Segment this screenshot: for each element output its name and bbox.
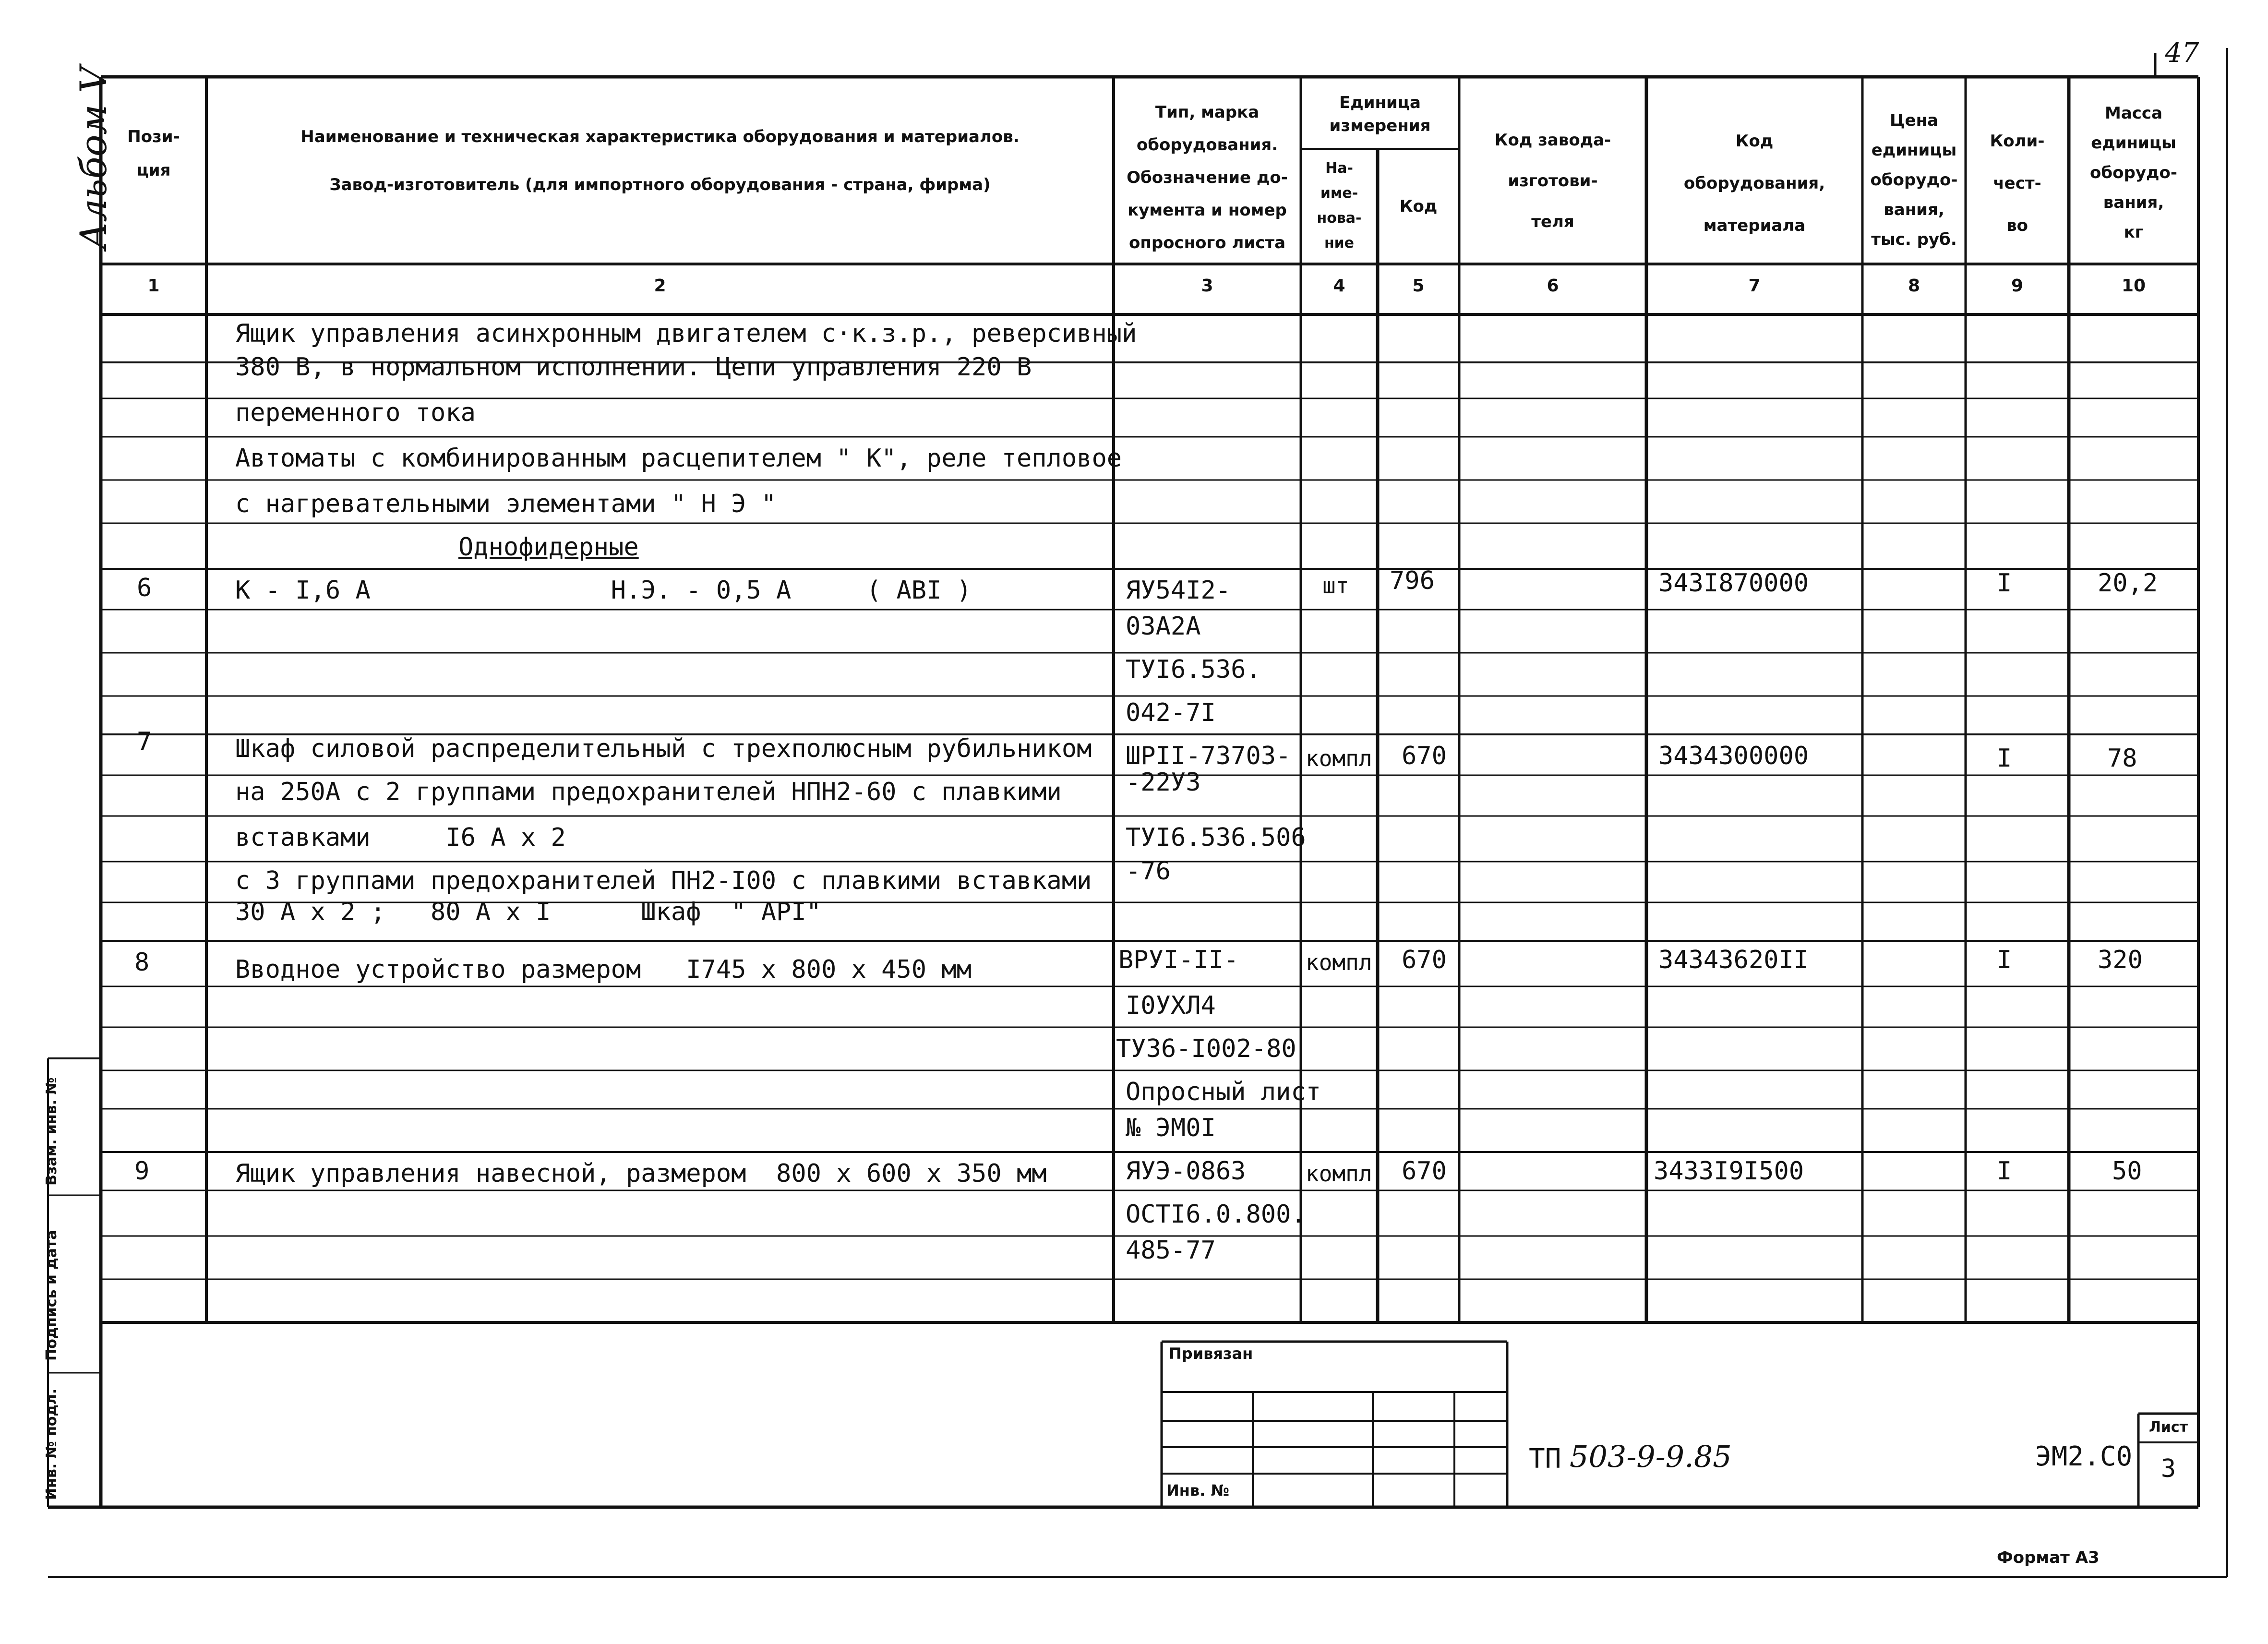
side-label-vzam: Взам. инв. № bbox=[43, 1077, 60, 1186]
format-label: Формат А3 bbox=[1997, 1548, 2100, 1567]
type-mark: I0УХЛ4 bbox=[1126, 991, 1216, 1020]
sheet-number: 3 bbox=[2160, 1454, 2176, 1483]
item-name: Вводное устройство размером I745 х 800 х 450 мм bbox=[235, 955, 972, 984]
item-name: Ящик управления навесной, размером 800 х 600 х 350 мм bbox=[235, 1159, 1047, 1188]
unit-code: 670 bbox=[1402, 1157, 1447, 1186]
header-unit-price: Цена единицы оборудо- вания, тыс. руб. bbox=[1870, 111, 1958, 249]
header-quantity: Коли- чест- во bbox=[1990, 132, 2045, 235]
side-label-inv-podl: Инв. № подл. bbox=[43, 1388, 60, 1500]
type-mark: ТУ36-I002-80 bbox=[1116, 1034, 1296, 1063]
side-label-podpis: Подпись и дата bbox=[43, 1230, 60, 1361]
quantity: I bbox=[1997, 744, 2012, 773]
col-number: 9 bbox=[2011, 276, 2024, 296]
item-name: К - I,6 А Н.Э. - 0,5 А ( АВI ) bbox=[235, 576, 972, 605]
type-mark: ЯУ54I2- bbox=[1126, 576, 1231, 605]
item-name: с 3 группами предохранителей ПН2-I00 с плавкими вставками bbox=[235, 866, 1092, 895]
header-position: Пози- ция bbox=[127, 127, 180, 180]
unit-name: компл bbox=[1306, 1161, 1372, 1187]
type-mark: -22УЗ bbox=[1126, 768, 1201, 797]
unit-name: компл bbox=[1306, 745, 1372, 771]
mass: 20,2 bbox=[2098, 569, 2158, 598]
col-number: 10 bbox=[2121, 276, 2146, 296]
item-name: вставками I6 А х 2 bbox=[235, 823, 566, 852]
equipment-code: 3433I9I500 bbox=[1654, 1157, 1804, 1186]
mass: 320 bbox=[2098, 946, 2143, 974]
quantity: I bbox=[1997, 1157, 2012, 1186]
item-name: с нагревательными элементами " Н Э " bbox=[235, 490, 777, 518]
header-name-line2: Завод-изготовитель (для импортного оборудования - страна, фирма) bbox=[329, 175, 991, 194]
mass: 78 bbox=[2107, 744, 2137, 773]
col-number: 3 bbox=[1201, 276, 1213, 296]
col-number: 5 bbox=[1412, 276, 1425, 296]
unit-name: шт bbox=[1322, 573, 1349, 599]
doc-prefix: ТП bbox=[1529, 1443, 1561, 1475]
type-mark: ТУI6.536. bbox=[1126, 655, 1261, 684]
type-mark: 03А2А bbox=[1126, 612, 1201, 641]
col-number: 1 bbox=[147, 276, 160, 296]
subsection-title: Однофидерные bbox=[458, 533, 639, 562]
col-number: 2 bbox=[654, 276, 666, 296]
col-number: 4 bbox=[1333, 276, 1345, 296]
item-name: на 250А с 2 группами предохранителей НПН2-60 с плавкими bbox=[235, 778, 1062, 806]
doc-code: ЭМ2.С0 bbox=[2035, 1441, 2133, 1472]
type-mark: 485-77 bbox=[1126, 1236, 1216, 1265]
album-label: Альбом V bbox=[72, 66, 115, 250]
item-name: 380 В, в нормальном исполнении. Цепи управления 220 В bbox=[235, 353, 1032, 382]
item-name: переменного тока bbox=[235, 398, 476, 427]
col-number: 8 bbox=[1908, 276, 1920, 296]
position-number: 9 bbox=[134, 1157, 150, 1186]
unit-code: 670 bbox=[1402, 742, 1447, 770]
item-name: Автоматы с комбинированным расцепителем " К", реле тепловое bbox=[235, 444, 1122, 473]
unit-name: компл bbox=[1306, 949, 1372, 975]
doc-number: 503-9-9.85 bbox=[1570, 1439, 1732, 1474]
type-mark: ОСТI6.0.800. bbox=[1126, 1200, 1306, 1229]
sheet-label: Лист bbox=[2148, 1419, 2188, 1436]
stamp-inv-no: Инв. № bbox=[1166, 1481, 1229, 1500]
equipment-code: 34343620II bbox=[1658, 946, 1809, 974]
type-mark: Опросный лист bbox=[1126, 1078, 1321, 1106]
type-mark: 042-7I bbox=[1126, 698, 1216, 727]
equipment-code: 3434300000 bbox=[1658, 742, 1809, 770]
type-mark: № ЭМ0I bbox=[1126, 1114, 1216, 1142]
equipment-code: 343I870000 bbox=[1658, 569, 1809, 598]
position-number: 6 bbox=[137, 574, 152, 602]
header-type: Тип, марка оборудования. Обозначение до- кумента и номер опросного листа bbox=[1127, 103, 1288, 252]
stamp-privyazan: Привязан bbox=[1169, 1344, 1253, 1363]
item-name: 30 А х 2 ; 80 А х I Шкаф " АРI" bbox=[235, 898, 821, 926]
item-name: Шкаф силовой распределительный с трехполюсным рубильником bbox=[235, 734, 1092, 763]
quantity: I bbox=[1997, 569, 2012, 598]
page-number: 47 bbox=[2165, 37, 2199, 69]
item-name: Ящик управления асинхронным двигателем с·к.з.р., реверсивный bbox=[235, 319, 1137, 348]
type-mark: ТУI6.536.506 bbox=[1126, 823, 1306, 852]
unit-code: 796 bbox=[1390, 566, 1435, 595]
type-mark: -76 bbox=[1126, 857, 1171, 886]
header-equipment-code: Код оборудования, материала bbox=[1683, 132, 1825, 235]
header-name-line1: Наименование и техническая характеристика оборудования и материалов. bbox=[300, 127, 1020, 146]
type-mark: ЯУЭ-0863 bbox=[1126, 1157, 1246, 1186]
col-number: 7 bbox=[1748, 276, 1761, 296]
type-mark: ВРУI-II- bbox=[1118, 946, 1239, 974]
header-factory-code: Код завода- изготови- теля bbox=[1494, 131, 1611, 231]
quantity: I bbox=[1997, 946, 2012, 974]
col-number: 6 bbox=[1547, 276, 1559, 296]
mass: 50 bbox=[2112, 1157, 2142, 1186]
header-unit-group: Единица измерения bbox=[1329, 93, 1431, 135]
header-unit-name: На- име- нова- ние bbox=[1317, 160, 1362, 252]
header-mass: Масса единицы оборудо- вания, кг bbox=[2090, 104, 2177, 242]
position-number: 7 bbox=[137, 727, 152, 756]
header-unit-code: Код bbox=[1399, 197, 1438, 216]
unit-code: 670 bbox=[1402, 946, 1447, 974]
position-number: 8 bbox=[134, 948, 150, 977]
type-mark: ШРII-73703- bbox=[1126, 742, 1291, 770]
